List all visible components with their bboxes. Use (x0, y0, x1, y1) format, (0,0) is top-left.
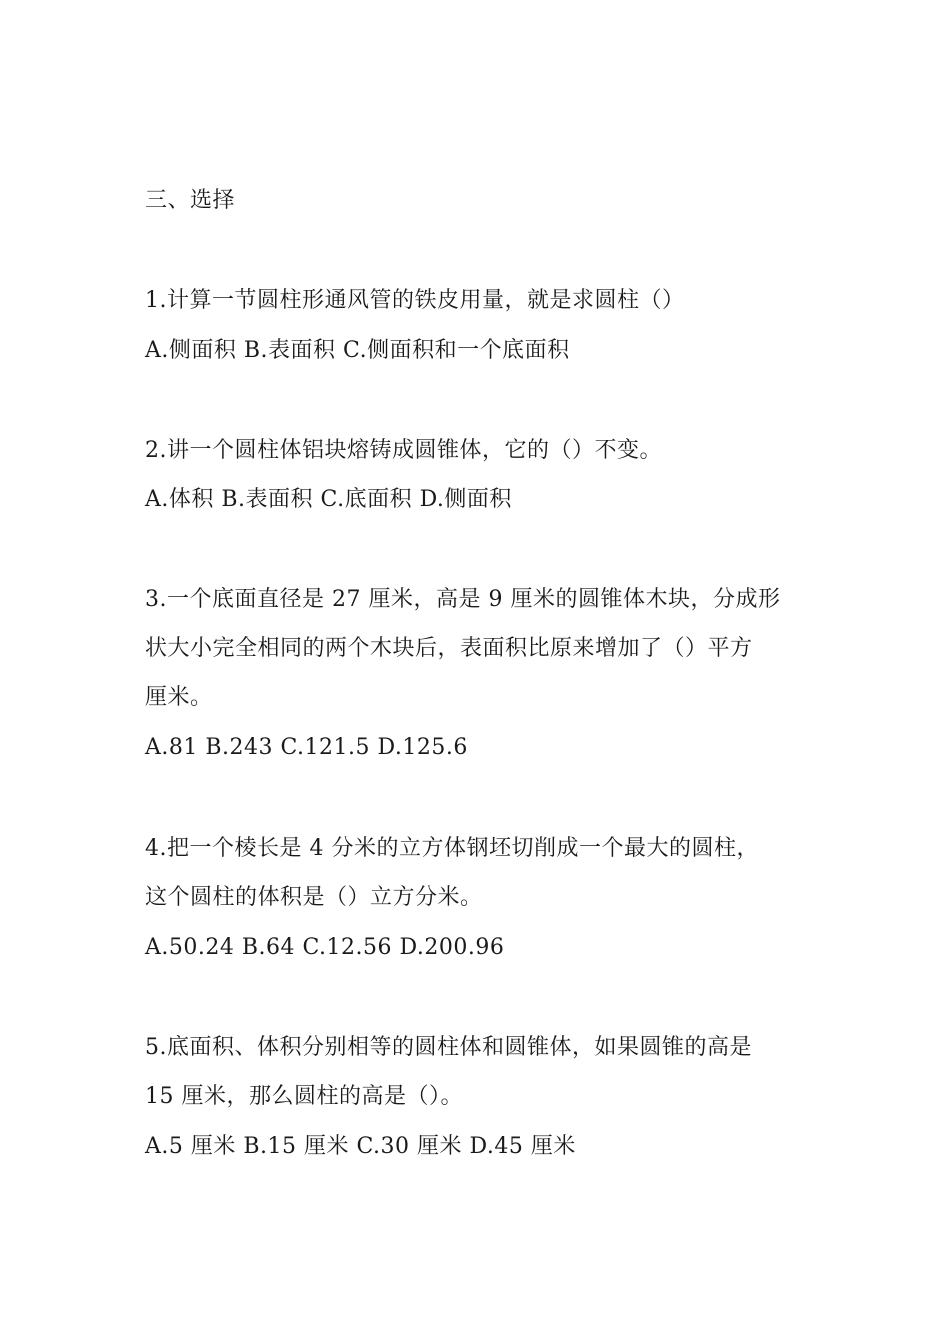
question-2-options: A.体积 B.表面积 C.底面积 D.侧面积 (145, 487, 512, 512)
question-3-text-line-1: 3.一个底面直径是 27 厘米，高是 9 厘米的圆锥体木块，分成形 (145, 587, 781, 612)
section-heading: 三、选择 (145, 188, 236, 213)
question-5-text-line-1: 5.底面积、体积分别相等的圆柱体和圆锥体，如果圆锥的高是 (145, 1035, 752, 1060)
question-4-options: A.50.24 B.64 C.12.56 D.200.96 (145, 935, 505, 960)
question-5-options: A.5 厘米 B.15 厘米 C.30 厘米 D.45 厘米 (145, 1134, 576, 1159)
question-5-text-line-2: 15 厘米，那么圆柱的高是（）。 (145, 1084, 463, 1109)
question-4-text-line-2: 这个圆柱的体积是（）立方分米。 (145, 885, 483, 910)
question-2-text: 2.讲一个圆柱体铝块熔铸成圆锥体，它的（）不变。 (145, 438, 662, 463)
question-4-text-line-1: 4.把一个棱长是 4 分米的立方体钢坯切削成一个最大的圆柱， (145, 836, 759, 861)
question-3-text-line-2: 状大小完全相同的两个木块后，表面积比原来增加了（）平方 (145, 636, 753, 661)
question-1-options: A.侧面积 B.表面积 C.侧面积和一个底面积 (145, 338, 570, 363)
question-3-text-line-3: 厘米。 (145, 685, 213, 710)
question-3-options: A.81 B.243 C.121.5 D.125.6 (145, 735, 468, 760)
question-1-text: 1.计算一节圆柱形通风管的铁皮用量，就是求圆柱（） (145, 288, 685, 313)
